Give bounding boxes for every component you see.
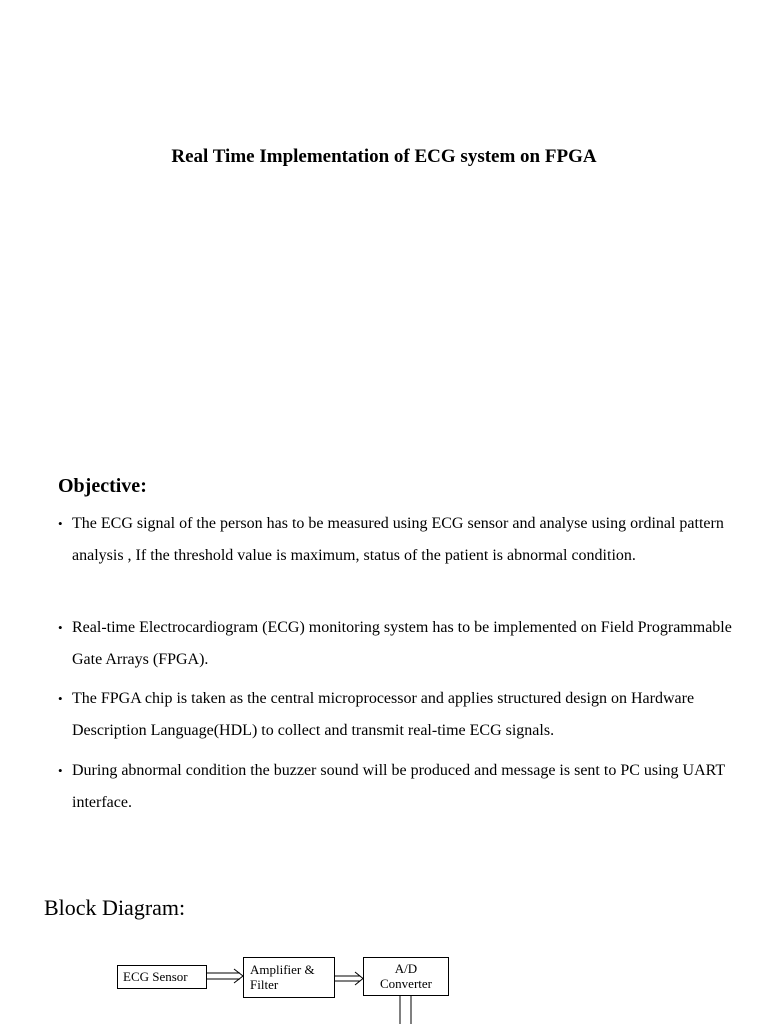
adc-label-line1: A/D (394, 961, 418, 976)
objective-item-text: During abnormal condition the buzzer sound will be produced and message is sent to PC using UART interface. (72, 762, 725, 811)
arrow-amplifier-to-adc (335, 972, 363, 985)
objective-item-text: Real-time Electrocardiogram (ECG) monitoring system has to be implemented on Field Programmable Gate Arrays (FPGA). (72, 619, 732, 668)
ecg-sensor-label: ECG Sensor (123, 969, 188, 984)
bullet-marker: • (58, 620, 63, 635)
objective-heading: Objective: (58, 475, 147, 497)
objective-item-text: The ECG signal of the person has to be measured using ECG sensor and analyse using ordinal pattern analysis , If the threshold value is maximum, status of the patient is abnormal condition. (72, 515, 724, 564)
bullet-marker: • (58, 763, 63, 778)
ecg-sensor-block (117, 965, 207, 989)
page-title: Real Time Implementation of ECG system on FPGA (171, 146, 597, 167)
amplifier-label-line1: Amplifier & (250, 962, 315, 977)
amplifier-label-line2: Filter (250, 977, 279, 992)
arrow-sensor-to-amplifier (207, 969, 243, 983)
connector-adc-down (400, 996, 411, 1024)
block-diagram-heading: Block Diagram: (44, 895, 186, 920)
adc-label-line2: Converter (380, 976, 432, 991)
bullet-marker: • (58, 691, 63, 706)
amplifier-filter-block (243, 957, 335, 998)
objective-item-text: The FPGA chip is taken as the central microprocessor and applies structured design on Hardware Description Language(HDL) to collect and transmit real-time ECG signals. (72, 690, 695, 739)
adc-block (363, 957, 449, 996)
bullet-marker: • (58, 516, 63, 531)
